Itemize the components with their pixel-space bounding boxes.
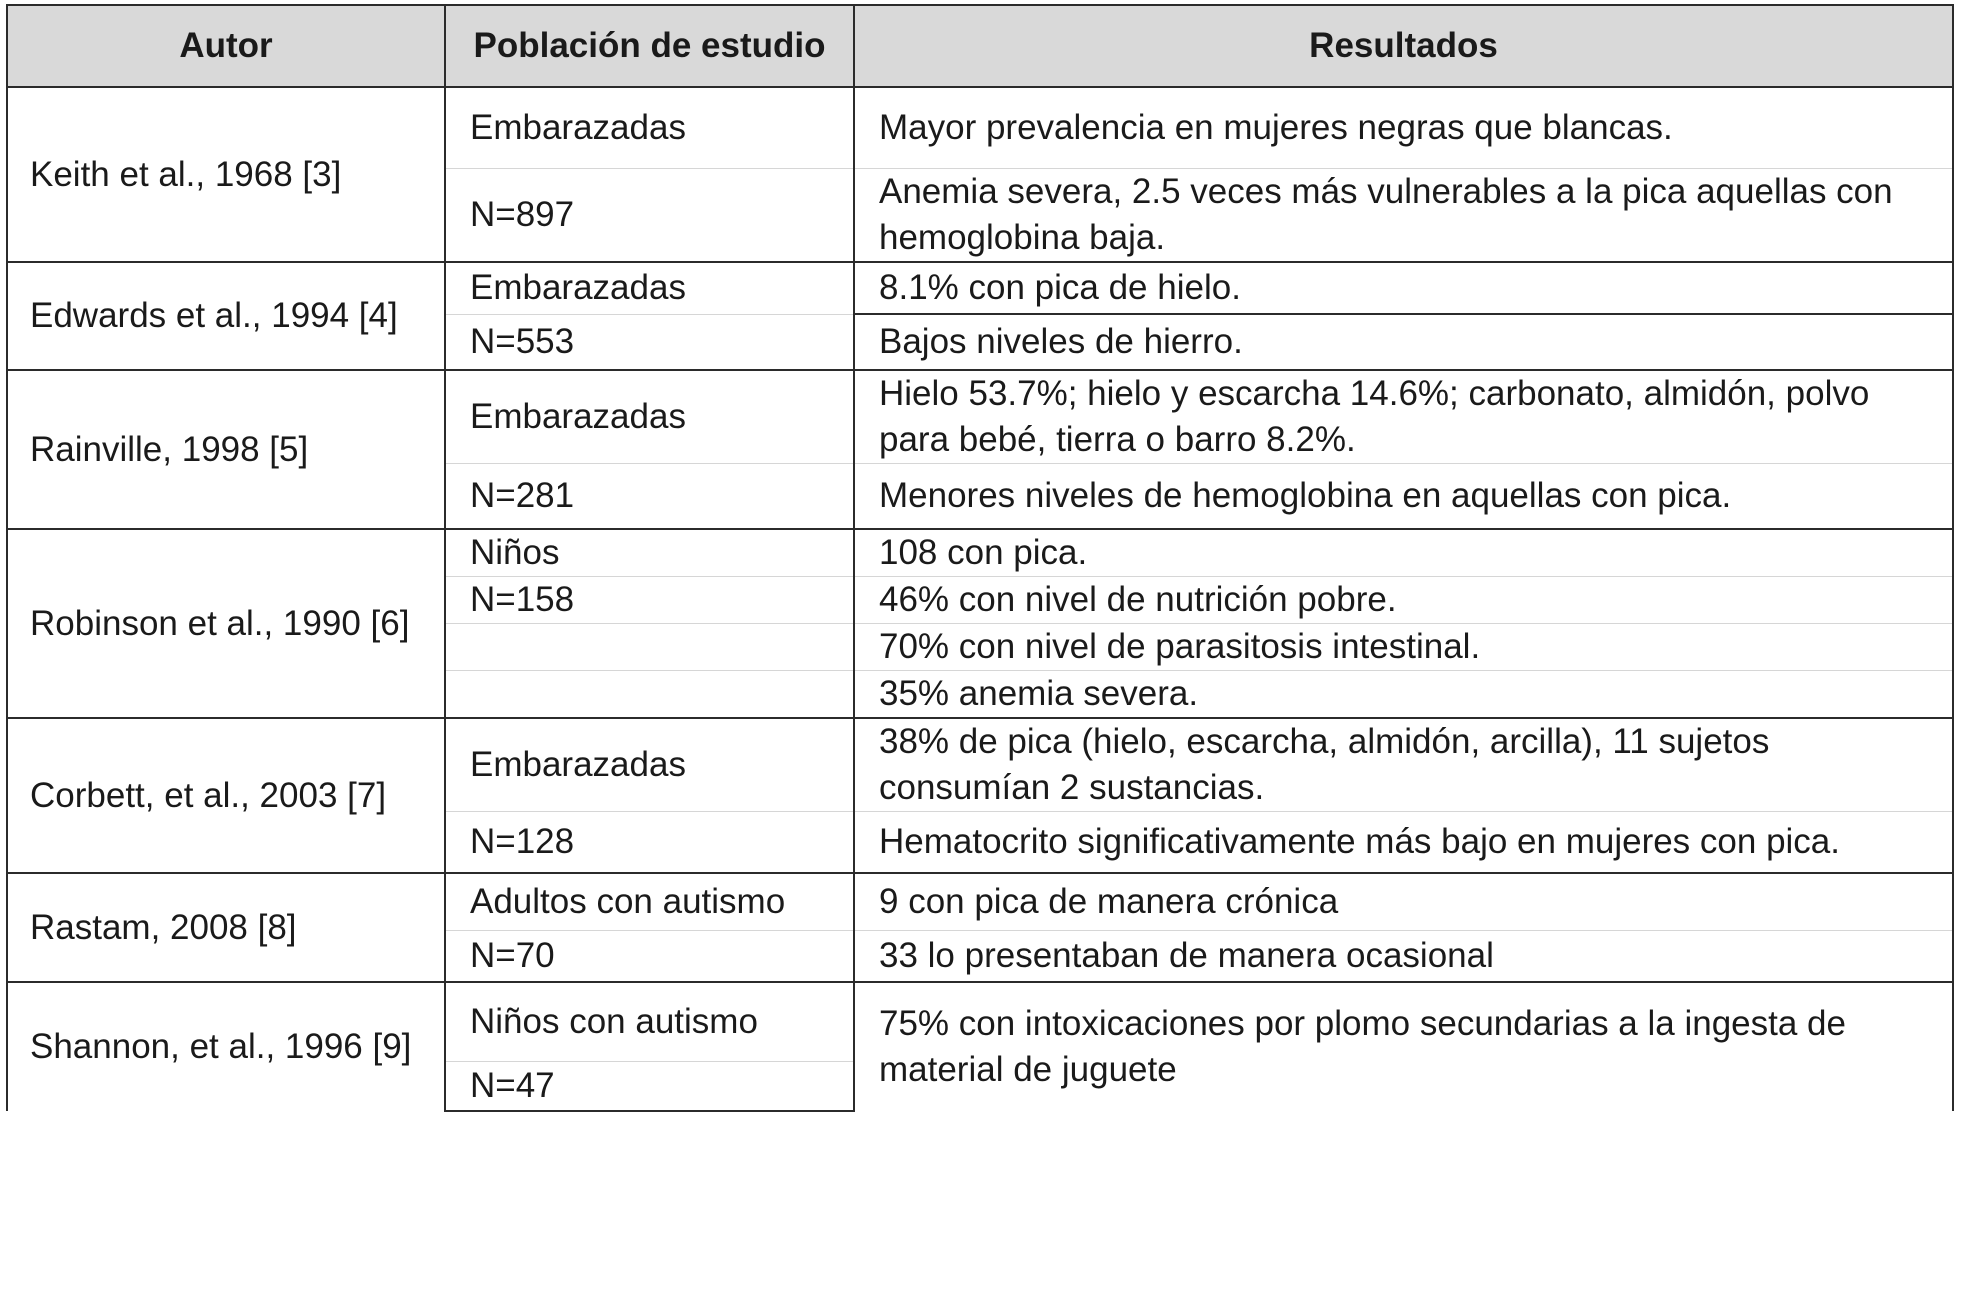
table-row: [7, 262, 1953, 314]
population-cell: N=897: [445, 169, 854, 263]
study-table: [6, 4, 1954, 1112]
population-cell: Niños: [445, 529, 854, 577]
result-cell: 70% con nivel de parasitosis intestinal.: [854, 624, 1953, 671]
result-cell: 46% con nivel de nutrición pobre.: [854, 577, 1953, 624]
table-row: [7, 873, 1953, 931]
result-cell: 38% de pica (hielo, escarcha, almidón, arcilla), 11 sujetos consumían 2 sustancias.: [854, 718, 1953, 812]
population-cell: N=281: [445, 464, 854, 530]
author-cell: Keith et al., 1968 [3]: [7, 87, 445, 262]
result-cell: 35% anemia severa.: [854, 671, 1953, 719]
result-cell: Hematocrito significativamente más bajo en mujeres con pica.: [854, 812, 1953, 874]
population-cell: Embarazadas: [445, 370, 854, 464]
table-row: [7, 370, 1953, 464]
result-cell: 108 con pica.: [854, 529, 1953, 577]
population-cell: Embarazadas: [445, 87, 854, 169]
header-autor: Autor: [7, 5, 445, 87]
population-cell: N=158: [445, 577, 854, 624]
result-cell: 75% con intoxicaciones por plomo secundarias a la ingesta de material de juguete: [854, 982, 1953, 1111]
table-row: [7, 718, 1953, 812]
result-cell: 8.1% con pica de hielo.: [854, 262, 1953, 314]
author-cell: Rainville, 1998 [5]: [7, 370, 445, 529]
population-cell: N=128: [445, 812, 854, 874]
table-row: [7, 982, 1953, 1062]
result-cell: Anemia severa, 2.5 veces más vulnerables a la pica aquellas con hemoglobina baja.: [854, 169, 1953, 263]
population-cell-empty: [445, 671, 854, 719]
population-cell: N=553: [445, 314, 854, 370]
population-cell: N=70: [445, 931, 854, 983]
author-cell: Shannon, et al., 1996 [9]: [7, 982, 445, 1111]
header-poblacion: Población de estudio: [445, 5, 854, 87]
result-cell: Bajos niveles de hierro.: [854, 314, 1953, 370]
population-cell: N=47: [445, 1062, 854, 1112]
table-row: [7, 529, 1953, 577]
author-cell: Edwards et al., 1994 [4]: [7, 262, 445, 370]
population-cell: Niños con autismo: [445, 982, 854, 1062]
author-cell: Rastam, 2008 [8]: [7, 873, 445, 982]
population-cell: Embarazadas: [445, 718, 854, 812]
population-cell: Adultos con autismo: [445, 873, 854, 931]
result-cell: 9 con pica de manera crónica: [854, 873, 1953, 931]
result-cell: Menores niveles de hemoglobina en aquellas con pica.: [854, 464, 1953, 530]
result-cell: Hielo 53.7%; hielo y escarcha 14.6%; carbonato, almidón, polvo para bebé, tierra o barro 8.2%.: [854, 370, 1953, 464]
header-row: [7, 5, 1953, 87]
population-cell-empty: [445, 624, 854, 671]
result-cell: 33 lo presentaban de manera ocasional: [854, 931, 1953, 983]
author-cell: Corbett, et al., 2003 [7]: [7, 718, 445, 873]
author-cell: Robinson et al., 1990 [6]: [7, 529, 445, 718]
result-cell: Mayor prevalencia en mujeres negras que blancas.: [854, 87, 1953, 169]
header-resultados: Resultados: [854, 5, 1953, 87]
table-row: [7, 87, 1953, 169]
population-cell: Embarazadas: [445, 262, 854, 314]
